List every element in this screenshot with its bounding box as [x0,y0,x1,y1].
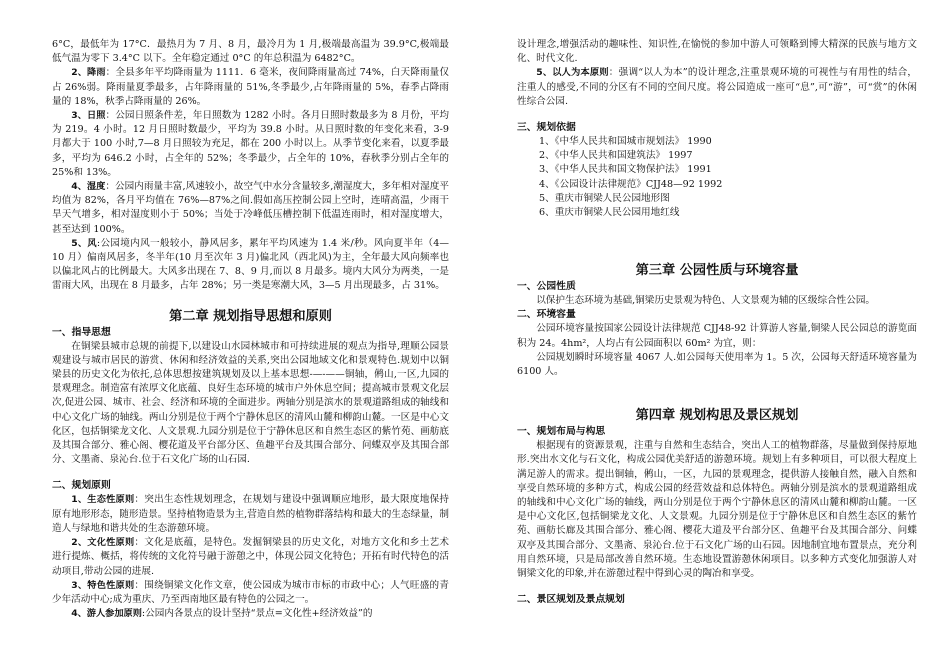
wind-paragraph [52,237,449,294]
rainfall-paragraph [52,66,449,109]
capacity-paragraph-2: 公园规划瞬时环境容量 4067 人.如公园每天使用率为 1。5 次，公园每天舒适环境容量为 6100 人。 [517,351,917,378]
wind-text: :公园境内风一般较小，静风居多，累年平均风速为 1.4 米/秒。风向夏半年（4—10 月）偏南风居多，冬半年(10 月至次年 3 月)偏北风（西北风)为主，全年最大风向频率也以偏北风占的比例最大。大风多出现在 7、8、9 月,而以 8 月最多。境内大风分为两类，一是雷雨大风，出现在 8 月最多，占年 28%；另一类是寒潮大风，3—5 月出现最多，占 31%。 [52,237,449,292]
principle-participation-label: 4、游人参加原则 [71,608,142,620]
left-column [52,38,449,621]
humidity-label: 4、湿度 [71,181,106,193]
principle-culture-text: ：文化是底蕴，是特色。发掘铜梁县的历史文化，对地方文化和乡土艺术进行提炼、概括，将传统的文化符号融于游憩之中，体现公园文化特色；开拓有时代特色的活动项目,带动公园的进展. [52,537,449,577]
guiding-paragraph: 在铜梁县城市总规的前提下,以建设山水园林城市和可持续进展的观点为指导,理顺公园景观建设与城市居民的游赏、休闲和经济效益的关系,突出公园地域文化和景观特色.规划中以铜梁县的历史文化为依托,总体思想按建筑规划及以上基本思想-—-——铜轴，鸺山,一区,九园的景观理念。制造富有浓厚文化底蕴、良好生态环境的城市户外休息空间；提高城市景观文化层次,促进公园、城市、社会、经济和环境的全面进步。两轴分别是滨水的景观道路组成的轴线和中心文化广场的轴线。两山分别是位于两个宁静休息区的清风山麓和柳韵山麓。一区是中心文化区，包括铜梁龙文化、人文景观.九园分别是位于宁静休息区和自然生态区的紫竹苑、画舫底及其围合部分、雅心阁、樱花道及平台部分区、鱼趣平台及其围合部分、问蝶双亭及其围合部分、文墨斋、泉沁台.位于石文化广场的山石园. [52,340,449,466]
principle-culture [52,536,449,579]
sunshine-paragraph [52,109,449,180]
rainfall-text: ：全县多年平均降雨量为 1111．6 毫米，夜间降雨量高过 74%，白天降雨量仅占 26%弱。降雨量夏季最多，占年降雨量的 51%,冬季最少,占年降雨量的 5%，春季占降雨量的 18%，秋季占降雨量的 26%。 [52,67,449,107]
basis-heading: 三、规划依据 [517,122,576,134]
reference-item: 4、《公园设计法律规范》CJJ48—92 1992 [539,178,723,190]
reference-list [517,135,917,220]
principle-culture-label: 2、文化性原则 [71,537,135,549]
nature-paragraph: 以保护生态环境为基础,铜梁历史景观为特色、人文景观为辅的区级综合性公园。 [536,295,876,307]
principle-ecology-label: 1、生态性原则 [71,494,135,506]
chapter4-title: 第四章 规划构思及景区规划 [635,408,799,424]
principle-ecology-text: ：突出生态性规划理念，在规划与建设中强调顺应地形，最大限度地保持原有地形形态，随形造景。坚持植物造景为主,营造自然的植物群落结构和最大的生态绿量，制造人与绿地和谐共处的生态游憩环境。 [52,494,449,534]
principle-feature-text: ：围绕铜梁文化作文章，使公园成为城市市标的市政中心；人气旺盛的青少年活动中心;成为重庆、乃至西南地区最有特色的公园之一。 [52,579,449,605]
reference-item: 3、《中华人民共和国文物保护法》 1991 [539,164,712,176]
reference-item: 6、重庆市铜梁人民公园用地红线 [539,207,680,219]
rainfall-label: 2、降雨 [71,67,106,79]
humidity-text: ：公园内雨量丰富,风速较小，故空气中水分含量较多,潮湿度大，多年相对湿度平均值为 82%，各月平均值在 76%—87%之间.假如高压控制公园上空时，连晴高温，少雨干旱天气增多，相对湿度则小于 50%；当处于冷峰低压槽控制下低温连雨时，相对湿度增大，甚至达到 100%。 [52,181,449,235]
principle-participation-text: :公园内各景点的设计坚持“景点=文化性+经济效益”的 [141,608,373,620]
humidity-paragraph [52,180,449,237]
right-column [517,38,917,607]
principle-participation [52,607,449,621]
participation-continued: 设计理念,增强活动的趣味性、知识性,在愉悦的参加中游人可领略到博大精深的民族与地方文化、时代文化. [517,39,917,65]
layout-heading: 一、规划布局与构思 [517,426,606,438]
chapter3-title: 第三章 公园性质与环境容量 [635,263,799,279]
chapter2-title: 第二章 规划指导思想和原则 [169,308,332,324]
principle-feature-label: 3、特色性原则 [71,579,135,591]
principle-people-label: 5、以人为本原则 [536,67,609,79]
principle-people [517,66,917,109]
nature-heading: 一、公园性质 [517,281,576,293]
sunshine-text: ：公园日照条件差，年日照数为 1282 小时。各月日照时数最多为 8 月份，平均为 219。4 小时。12 月日照时数最少，平均为 39.8 小时。从日照时数的年变化来看，3-9 月都大于 100 小时,7—8 月日照较为充足，都在 200 小时以上。从季节变化来看，以夏季最多，平均为 646.2 小时，占全年的 52%；冬季最少，占全年的 10%，春秋季分别占全年的 25%和 13%。 [52,110,449,178]
capacity-paragraph-1: 公园环境容量按国家公园设计法律规范 CJJ48-92 计算游人容量,铜梁人民公园总的游览面积为 24。4hm²，人均占有公园面积以 60m² 为宜，则： [517,323,917,349]
guiding-heading: 一、指导思想 [52,326,111,338]
layout-paragraph: 根据现有的资源景观，注重与自然和生态结合，突出人工的植物群落，尽量做到保持原地形.突出水文化与石文化，构成公园优美舒适的游憩环境。规划上有多种项目，可以很大程度上满足游人的需求。提出铜轴，鸺山，一区，九园的景观理念，提供游人接触自然，融入自然和享受自然环境的多种方式，构成公园的经营效益和总体特色。两轴分别是滨水的景观道路组成的轴线和中心文化广场的轴线，两山分别是位于两个宁静休息区的清风山麓和柳韵山麓。一区是中心文化区,包括铜梁龙文化、人文景观。九园分别是位于宁静休息区和自然生态区的紫竹苑、画舫长廊及其围合部分、雅心阁、樱花大道及平台部分区、鱼趣平台及其围合部分、问蝶双亭及其围合部分、文墨斋、泉沁台.位于石文化广场的山石园。因地制宜地布置景点，充分利用自然环境，只是局部改善自然环境。生态地设置游憩休闲项目。以多种方式变化加强游人对铜梁文化的印象,并在游憩过程中得到心灵的陶冶和享受。 [517,440,917,580]
principle-feature [52,579,449,607]
principle-ecology [52,493,449,536]
wind-label: 5、风 [71,237,97,249]
reference-item: 5、重庆市铜梁人民公园地形图 [539,192,670,204]
principles-heading: 二、规划原则 [52,480,111,492]
zones-heading: 二、景区规划及景点规划 [517,594,625,606]
reference-item: 1、《中华人民共和国城市规划法》 1990 [539,136,712,148]
principle-people-text: ：强调“以人为本”的设计理念,注重景观环境的可视性与有用性的结合，注重人的感受,不同的分区有不同的空间尺度。将公园造成一座可“息”,可“游”，可“赏”的休闲性综合公园. [517,67,917,107]
sunshine-label: 3、日照 [71,110,106,122]
climate-paragraph: 6°C，最低年为 17°C．最热月为 7 月、8 月，最冷月为 1 月,极端最高温为 39.9°C,极端最低气温为零下 3.4°C 以下。全年稳定通过 0°C 的年总积温为 6482°C。 [52,39,449,65]
capacity-heading: 二、环境容量 [517,309,576,321]
reference-item: 2、《中华人民共和国建筑法》 1997 [539,150,693,162]
